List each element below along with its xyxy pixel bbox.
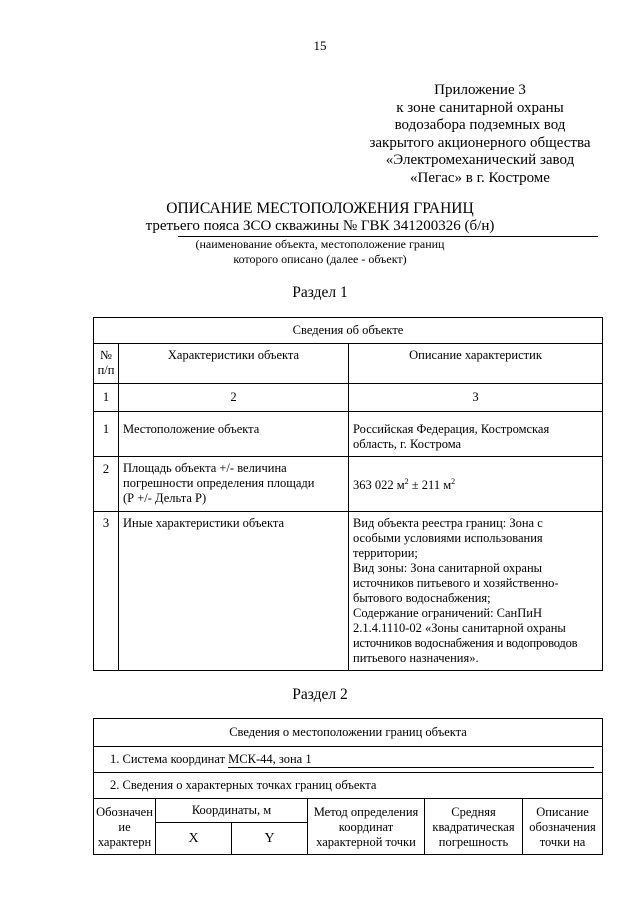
- description-line: Вид объекта реестра границ: Зона с: [353, 516, 543, 530]
- header-num-line: №: [100, 348, 112, 362]
- object-info-table: [93, 317, 603, 671]
- note-line: (наименование объекта, местоположение границ: [195, 237, 445, 251]
- row-description: [349, 457, 603, 512]
- table-row: [94, 412, 603, 457]
- characteristic-line: Иные характеристики объекта: [123, 516, 285, 530]
- appendix-line: «Пегас» в г. Костроме: [410, 169, 550, 186]
- header-line: точки на: [539, 835, 586, 849]
- section-2-title: Раздел 2: [292, 686, 348, 703]
- characteristic-line: Площадь объекта +/- величина: [123, 461, 287, 475]
- area-unit-exponent: 2: [451, 477, 456, 487]
- table-row: [94, 457, 603, 512]
- header-line: характерной точки: [316, 835, 416, 849]
- area-tolerance: ± 211 м: [408, 478, 452, 493]
- header-num-line: п/п: [97, 363, 115, 377]
- coordinate-system-row: [94, 747, 603, 773]
- points-label: 2. Сведения о характерных точках границ объекта: [94, 773, 603, 799]
- header-description: Описание характеристик: [349, 344, 603, 384]
- header-num: [94, 344, 119, 384]
- header-line: Метод определения: [313, 805, 419, 819]
- description-line: Содержание ограничений: СанПиН: [353, 606, 542, 620]
- description-line: источников питьевого и хозяйственно-: [353, 576, 559, 590]
- header-y: Y: [232, 823, 308, 855]
- section-1-title: Раздел 1: [292, 284, 348, 301]
- document-title: ОПИСАНИЕ МЕСТОПОЛОЖЕНИЯ ГРАНИЦ: [166, 200, 474, 217]
- header-line: квадратическая: [432, 820, 515, 834]
- description-line: особыми условиями использования: [353, 531, 543, 545]
- document-subtitle: третьего пояса ЗСО скважины № ГВК 341200326 (б/н): [145, 218, 495, 234]
- row-description: [349, 412, 603, 457]
- appendix-block: [352, 82, 608, 187]
- header-line: Средняя: [451, 805, 496, 819]
- table-caption: Сведения о местоположении границ объекта: [94, 719, 603, 747]
- description-line: область, г. Кострома: [353, 437, 462, 451]
- characteristic-line: Местоположение объекта: [123, 422, 260, 436]
- table-caption: Сведения об объекте: [94, 318, 603, 344]
- description-line: 2.1.4.1110-02 «Зоны санитарной охраны: [353, 621, 566, 635]
- page-number: 15: [313, 38, 327, 53]
- description-line: Российская Федерация, Костромская: [353, 422, 550, 436]
- header-line: обозначения: [529, 820, 596, 834]
- appendix-line: Приложение 3: [434, 82, 526, 98]
- row-num: 2: [94, 457, 119, 512]
- row-num: 1: [94, 412, 119, 457]
- header-accuracy: [425, 799, 523, 855]
- characteristic-line: погрешности определения площади: [123, 476, 315, 490]
- subtitle-note: [0, 237, 640, 267]
- description-line: Вид зоны: Зона санитарной охраны: [353, 561, 543, 575]
- index-cell: 3: [349, 384, 603, 412]
- header-line: ие: [118, 820, 131, 834]
- header-coordinates: Координаты, м: [156, 799, 308, 823]
- row-characteristic: [119, 457, 349, 512]
- header-method: [308, 799, 425, 855]
- description-line: территории;: [353, 546, 418, 560]
- description-line: питьевого назначения».: [353, 651, 479, 665]
- header-line: координат: [338, 820, 394, 834]
- description-line: источников водоснабжения и водопроводов: [353, 636, 578, 650]
- row-description: [349, 512, 603, 671]
- appendix-line: водозабора подземных вод: [394, 117, 566, 133]
- note-line: которого описано (далее - объект): [233, 252, 407, 266]
- appendix-line: «Электромеханический завод: [385, 152, 575, 168]
- index-cell: 1: [94, 384, 119, 412]
- index-cell: 2: [119, 384, 349, 412]
- header-point-description: [523, 799, 603, 855]
- header-line: Обозначен: [96, 805, 153, 819]
- row-characteristic: [119, 512, 349, 671]
- characteristic-line: (Р +/- Дельта Р): [123, 491, 207, 505]
- description-line: бытового водоснабжения;: [353, 591, 491, 605]
- area-unit-exponent: 2: [404, 477, 409, 487]
- row-characteristic: [119, 412, 349, 457]
- appendix-line: закрытого акционерного общества: [369, 134, 591, 151]
- table-row: [94, 512, 603, 671]
- area-value: 363 022 м: [353, 478, 405, 493]
- coordinate-system-value: МСК-44, зона 1: [228, 752, 594, 768]
- header-characteristics: Характеристики объекта: [119, 344, 349, 384]
- header-designation: [94, 799, 156, 855]
- coordinate-system-label: 1. Система координат: [110, 751, 229, 766]
- row-num: 3: [94, 512, 119, 671]
- header-x: X: [156, 823, 232, 855]
- header-line: погрешность: [438, 835, 509, 849]
- header-line: характерн: [97, 835, 152, 849]
- header-line: Описание: [536, 805, 589, 819]
- boundary-location-table: [93, 718, 603, 855]
- appendix-line: к зоне санитарной охраны: [396, 99, 564, 116]
